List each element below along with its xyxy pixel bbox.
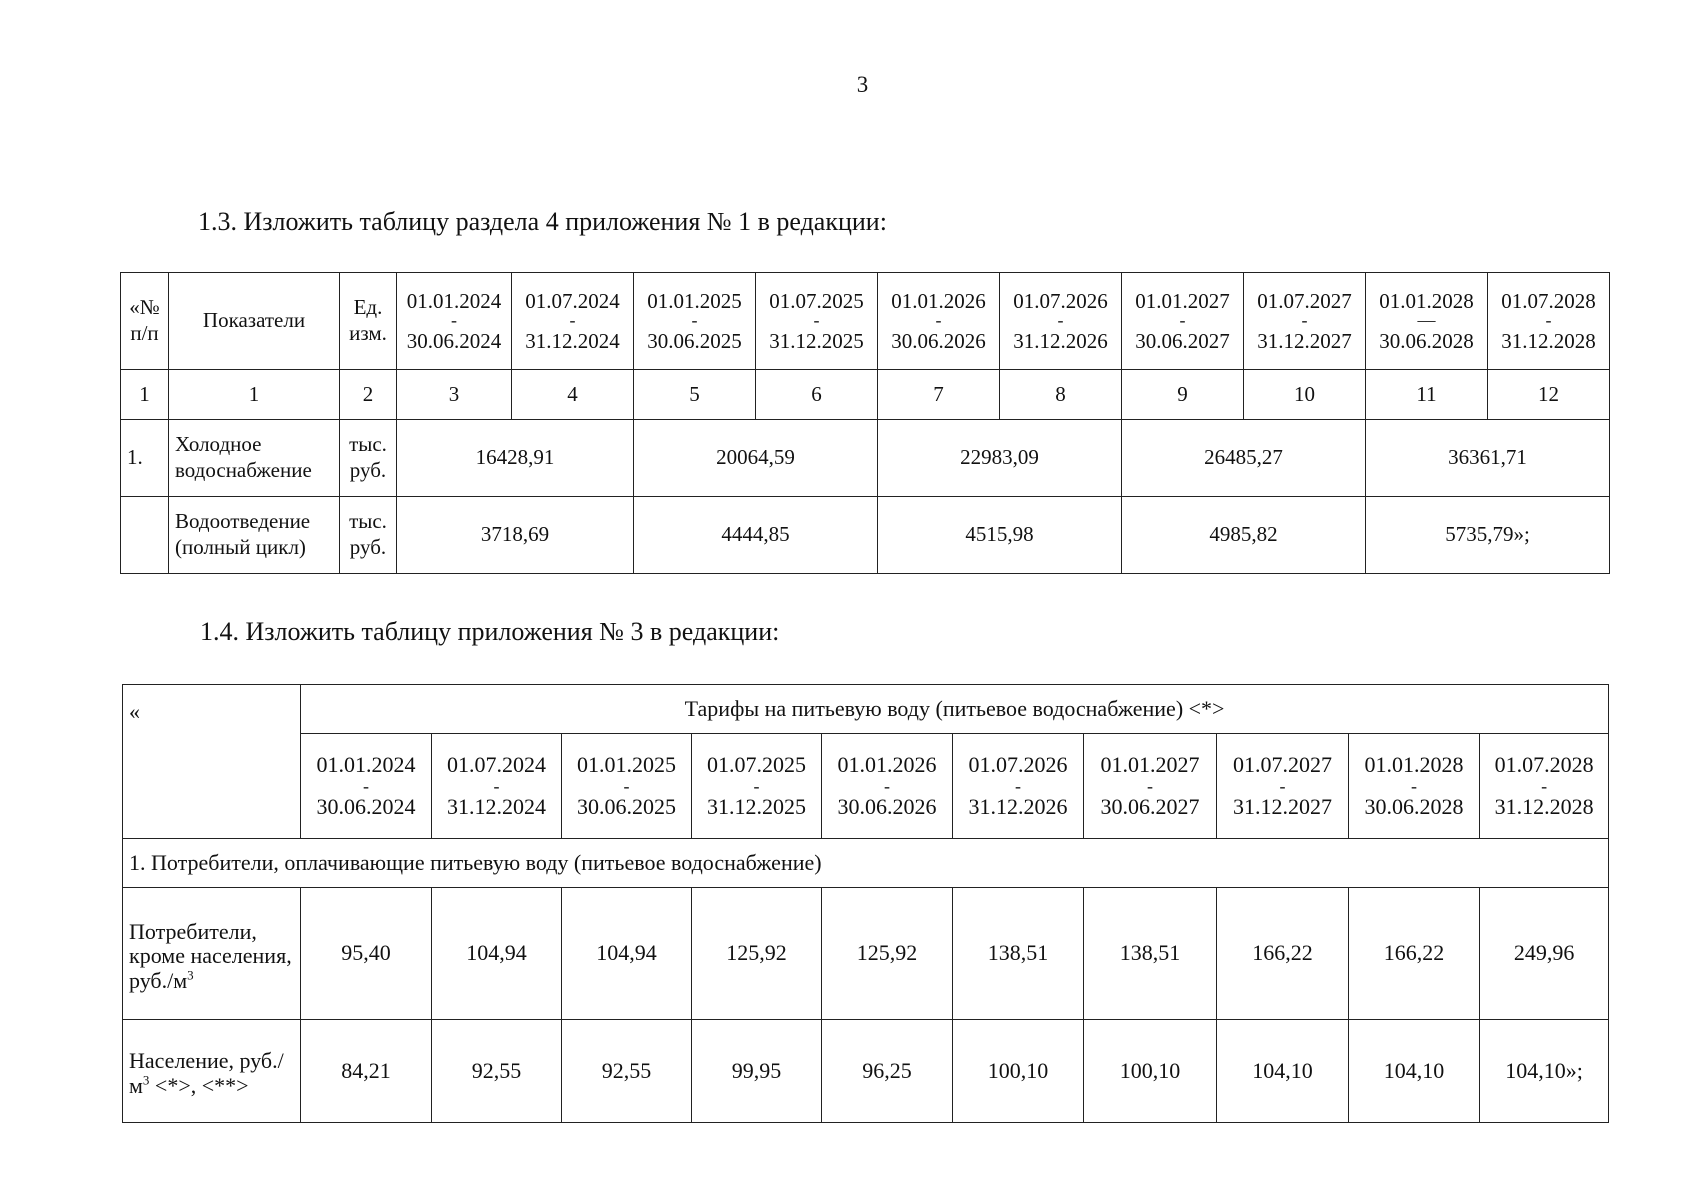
consumer-section-label: 1. Потребители, оплачивающие питьевую воду (питьевое водоснабжение) (123, 839, 1609, 888)
tariff-value: 100,10 (953, 1020, 1084, 1123)
tariff-value: 92,55 (562, 1020, 692, 1123)
row-value: 36361,71 (1366, 420, 1610, 497)
row-value: 22983,09 (878, 420, 1122, 497)
tariffs-title-row (123, 685, 1609, 734)
row-number: 1. (121, 420, 169, 497)
column-number: 1 (169, 370, 340, 420)
tariff-value: 104,94 (432, 888, 562, 1020)
column-number: 5 (634, 370, 756, 420)
column-number: 10 (1244, 370, 1366, 420)
period-header: 01.01.2025 - 30.06.2025 (634, 273, 756, 370)
corner-quote: « (123, 685, 301, 839)
column-number: 4 (512, 370, 634, 420)
column-number: 11 (1366, 370, 1488, 420)
row-value: 20064,59 (634, 420, 878, 497)
tariff-value: 166,22 (1349, 888, 1480, 1020)
tariff-value: 249,96 (1480, 888, 1609, 1020)
tariff-value: 104,94 (562, 888, 692, 1020)
period-header: 01.07.2024 - 31.12.2024 (512, 273, 634, 370)
tariff-value: 138,51 (953, 888, 1084, 1020)
period-header: 01.01.2028 — 30.06.2028 (1366, 273, 1488, 370)
period-header: 01.01.2027 - 30.06.2027 (1122, 273, 1244, 370)
row-value: 16428,91 (397, 420, 634, 497)
period-header: 01.07.2028 - 31.12.2028 (1488, 273, 1610, 370)
row-unit: тыс. руб. (340, 420, 397, 497)
column-number: 12 (1488, 370, 1610, 420)
consumer-section-row (123, 839, 1609, 888)
tariff-value: 104,10 (1349, 1020, 1480, 1123)
tariff-value: 84,21 (301, 1020, 432, 1123)
table-row (123, 888, 1609, 1020)
period-header: 01.01.2025 - 30.06.2025 (562, 734, 692, 839)
row-indicator: Водоотведение (полный цикл) (169, 497, 340, 574)
section-1-3-heading: 1.3. Изложить таблицу раздела 4 приложения № 1 в редакции: (198, 207, 887, 236)
period-header: 01.01.2027 - 30.06.2027 (1084, 734, 1217, 839)
header-num: «№ п/п (121, 273, 169, 370)
row-unit: тыс. руб. (340, 497, 397, 574)
period-header: 01.07.2025 - 31.12.2025 (756, 273, 878, 370)
row-value: 4985,82 (1122, 497, 1366, 574)
row-value: 3718,69 (397, 497, 634, 574)
tariff-value: 125,92 (822, 888, 953, 1020)
period-header-row (123, 734, 1609, 839)
tariff-value: 92,55 (432, 1020, 562, 1123)
tariff-value: 100,10 (1084, 1020, 1217, 1123)
table-row (121, 497, 1610, 574)
page-number: 3 (856, 72, 869, 97)
column-number: 2 (340, 370, 397, 420)
tariff-value: 104,10»; (1480, 1020, 1609, 1123)
row-label: Потребители, кроме населения, $руб./м^3$ (123, 888, 301, 1020)
column-number: 8 (1000, 370, 1122, 420)
table-row (121, 420, 1610, 497)
column-number: 9 (1122, 370, 1244, 420)
tariff-value: 96,25 (822, 1020, 953, 1123)
column-number: 6 (756, 370, 878, 420)
table-header-row (121, 273, 1610, 370)
period-header: 01.07.2026 - 31.12.2026 (1000, 273, 1122, 370)
tariff-value: 125,92 (692, 888, 822, 1020)
tariffs-table (122, 684, 1609, 1123)
column-number: 7 (878, 370, 1000, 420)
header-indicator: Показатели (169, 273, 340, 370)
section-1-4-heading: 1.4. Изложить таблицу приложения № 3 в редакции: (200, 617, 780, 646)
column-number: 3 (397, 370, 512, 420)
tariff-value: 99,95 (692, 1020, 822, 1123)
column-number-row (121, 370, 1610, 420)
row-number (121, 497, 169, 574)
period-header: 01.01.2026 - 30.06.2026 (822, 734, 953, 839)
row-indicator: Холодное водоснабжение (169, 420, 340, 497)
column-number: 1 (121, 370, 169, 420)
period-header: 01.07.2024 - 31.12.2024 (432, 734, 562, 839)
row-value: 5735,79»; (1366, 497, 1610, 574)
tariff-value: 95,40 (301, 888, 432, 1020)
period-header: 01.07.2027 - 31.12.2027 (1217, 734, 1349, 839)
period-header: 01.07.2025 - 31.12.2025 (692, 734, 822, 839)
period-header: 01.07.2026 - 31.12.2026 (953, 734, 1084, 839)
table-row (123, 1020, 1609, 1123)
row-label: Население, $руб./м^3$ <*>, <**> (123, 1020, 301, 1123)
period-header: 01.01.2024 - 30.06.2024 (397, 273, 512, 370)
period-header: 01.01.2024 - 30.06.2024 (301, 734, 432, 839)
tariff-value: 166,22 (1217, 888, 1349, 1020)
header-unit: Ед. изм. (340, 273, 397, 370)
indicators-table (120, 272, 1610, 574)
tariff-value: 104,10 (1217, 1020, 1349, 1123)
row-value: 4444,85 (634, 497, 878, 574)
period-header: 01.01.2028 - 30.06.2028 (1349, 734, 1480, 839)
row-value: 26485,27 (1122, 420, 1366, 497)
period-header: 01.07.2028 - 31.12.2028 (1480, 734, 1609, 839)
period-header: 01.07.2027 - 31.12.2027 (1244, 273, 1366, 370)
tariffs-title: Тарифы на питьевую воду (питьевое водоснабжение) <*> (301, 685, 1609, 734)
tariff-value: 138,51 (1084, 888, 1217, 1020)
period-header: 01.01.2026 - 30.06.2026 (878, 273, 1000, 370)
row-value: 4515,98 (878, 497, 1122, 574)
